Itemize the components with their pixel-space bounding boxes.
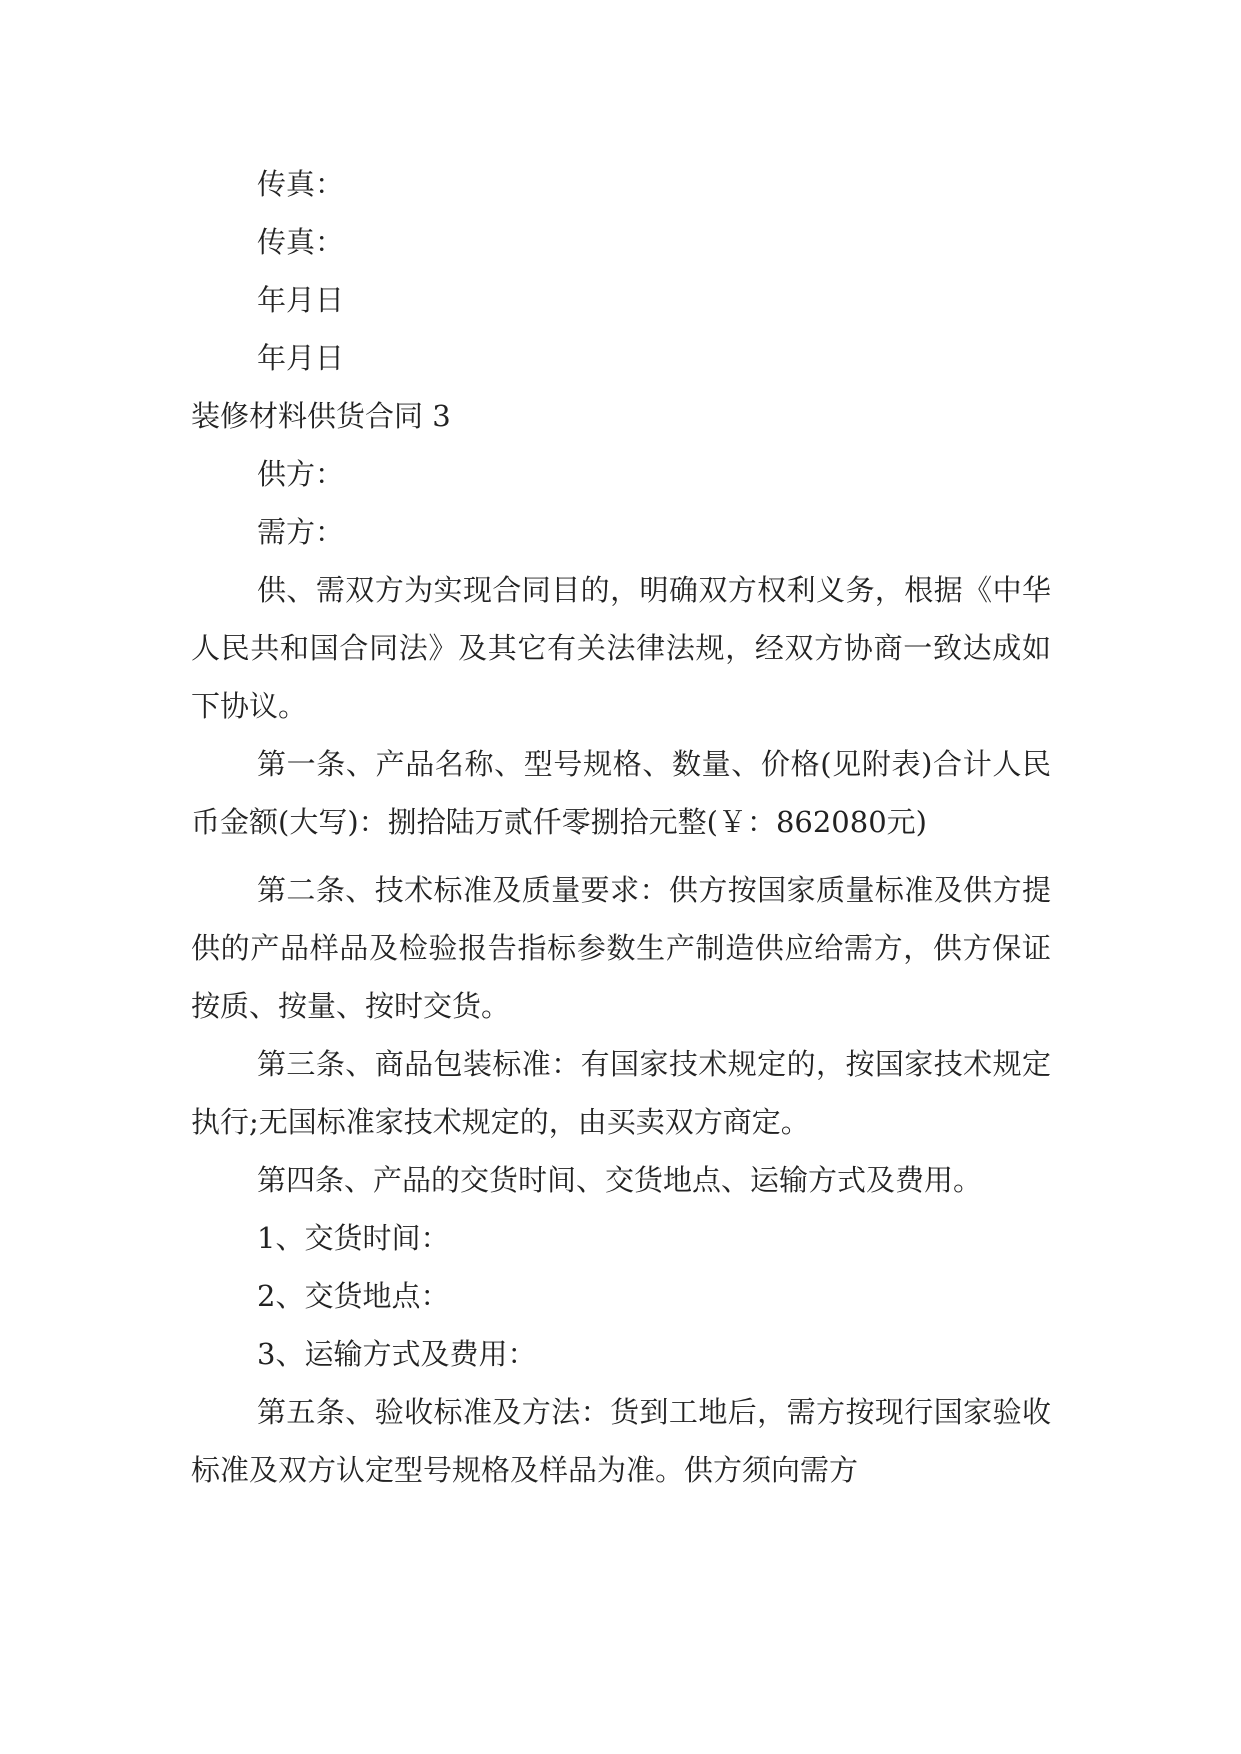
transport-cost-item: 3、运输方式及费用： — [257, 1337, 537, 1371]
delivery-time-item: 1、交货时间： — [257, 1221, 450, 1255]
date-line-2: 年月日 — [257, 341, 345, 375]
article-5: 第五条、验收标准及方法：货到工地后，需方按现行国家验收标准及双方认定型号规格及样品为准。供方须向需方 — [191, 1395, 1051, 1487]
intro-paragraph: 供、需双方为实现合同目的，明确双方权利义务，根据《中华人民共和国合同法》及其它有关法律法规，经双方协商一致达成如下协议。 — [191, 573, 1051, 723]
buyer-line: 需方： — [257, 515, 345, 549]
article-1: 第一条、产品名称、型号规格、数量、价格(见附表)合计人民币金额(大写)：捌拾陆万贰仟零捌拾元整(￥：862080元) — [191, 747, 1051, 839]
contract-title: 装修材料供货合同 3 — [191, 399, 451, 433]
article-3: 第三条、商品包装标准：有国家技术规定的，按国家技术规定执行;无国标准家技术规定的，由买卖双方商定。 — [191, 1047, 1051, 1139]
date-line-1: 年月日 — [257, 283, 345, 317]
fax-line-1: 传真： — [257, 167, 345, 201]
fax-line-2: 传真： — [257, 225, 345, 259]
document-page — [191, 155, 1051, 1499]
delivery-place-item: 2、交货地点： — [257, 1279, 450, 1313]
article-4: 第四条、产品的交货时间、交货地点、运输方式及费用。 — [257, 1163, 983, 1197]
article-2: 第二条、技术标准及质量要求：供方按国家质量标准及供方提供的产品样品及检验报告指标参数生产制造供应给需方，供方保证按质、按量、按时交货。 — [191, 873, 1051, 1023]
supplier-line: 供方： — [257, 457, 345, 491]
